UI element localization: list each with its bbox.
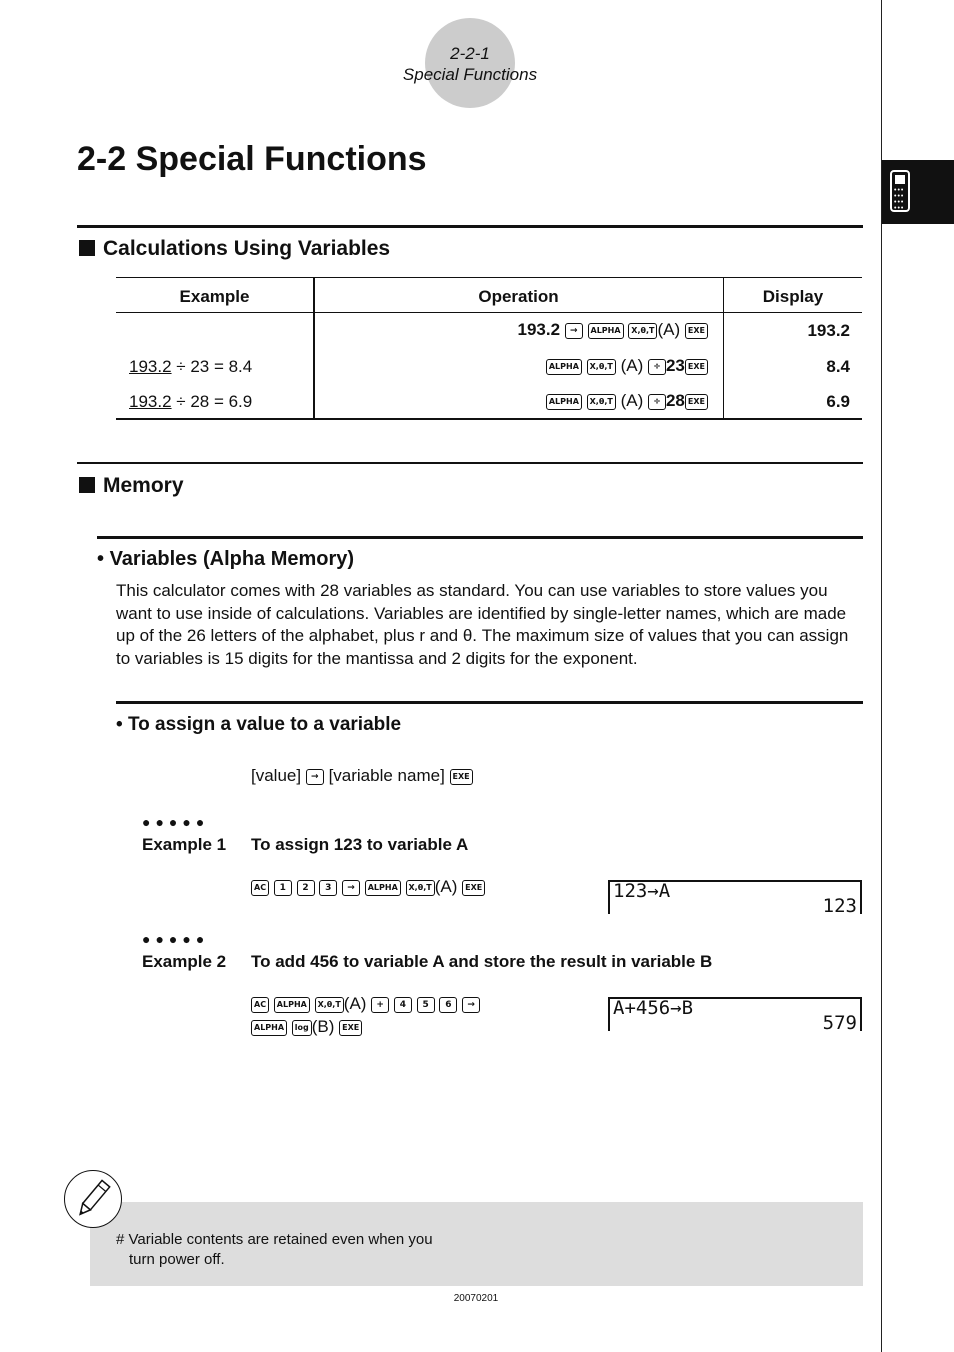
arrow-key-icon: → xyxy=(342,880,360,896)
alpha-key-icon: ALPHA xyxy=(546,394,582,410)
subsection-rule xyxy=(97,536,863,539)
note-box xyxy=(90,1202,863,1286)
exe-key-icon: EXE xyxy=(339,1020,362,1036)
exe-key-icon: EXE xyxy=(462,880,485,896)
square-bullet-icon xyxy=(79,477,95,493)
procedure-rule xyxy=(116,701,863,704)
example-dots: ●●●●● xyxy=(142,931,210,947)
variables-table xyxy=(116,277,862,419)
table-header-display: Display xyxy=(762,287,824,306)
example-2-label: Example 2 xyxy=(142,952,227,971)
pencil-icon xyxy=(64,1170,122,1228)
section-rule xyxy=(77,225,863,228)
alpha-key-icon: ALPHA xyxy=(588,323,624,339)
example-2-keys-line-2: ALPHA log (B) EXE xyxy=(251,1017,362,1037)
example-2-title: To add 456 to variable A and store the result in variable B xyxy=(251,952,713,971)
footer-code: 20070201 xyxy=(453,1293,499,1304)
table-row-1-display: 193.2 xyxy=(807,321,850,340)
table-row-2-example: 193.2 ÷ 23 = 8.4 xyxy=(129,357,253,376)
alpha-key-icon: ALPHA xyxy=(546,359,582,375)
digit-key-icon: 2 xyxy=(297,880,315,896)
example-1-display: 123→A 123 xyxy=(608,880,862,914)
calculator-icon: ••• ••• ••• ••• xyxy=(890,170,910,212)
example-1-label: Example 1 xyxy=(142,835,227,854)
arrow-key-icon: → xyxy=(565,323,583,339)
variables-description: This calculator comes with 28 variables as standard. You can use variables to store values you want to use inside of calculations. Variables are identified by single-letter names, which are made up of the 26 letters of the alphabet, plus r and θ. The maximum size of values that you can assign to variables is 15 digits for the mantissa and 2 digits for the exponent. xyxy=(116,581,849,669)
digit-key-icon: 3 xyxy=(319,880,337,896)
note-line-1: # Variable contents are retained even when you xyxy=(116,1231,433,1248)
table-row-3-display: 6.9 xyxy=(826,392,850,411)
xthetat-key-icon: X,θ,T xyxy=(587,359,616,375)
table-row-3-operation: ALPHA X,θ,T (A) ÷ 28 EXE xyxy=(546,391,708,411)
page-title: 2-2 Special Functions xyxy=(77,140,427,178)
header-section-number: 2-2-1 xyxy=(450,44,490,63)
xthetat-key-icon: X,θ,T xyxy=(628,323,657,339)
alpha-key-icon: ALPHA xyxy=(274,997,310,1013)
arrow-key-icon: → xyxy=(306,769,324,785)
section-rule xyxy=(77,462,863,464)
ac-key-icon: AC xyxy=(251,880,269,896)
divide-key-icon: ÷ xyxy=(648,394,666,410)
alpha-key-icon: ALPHA xyxy=(251,1020,287,1036)
table-row-2-display: 8.4 xyxy=(826,357,850,376)
exe-key-icon: EXE xyxy=(685,394,708,410)
xthetat-key-icon: X,θ,T xyxy=(406,880,435,896)
example-dots: ●●●●● xyxy=(142,814,210,830)
section-heading-variables: Calculations Using Variables xyxy=(79,237,390,261)
section-heading-memory: Memory xyxy=(79,474,184,498)
example-1-title: To assign 123 to variable A xyxy=(251,835,469,854)
digit-key-icon: 4 xyxy=(394,997,412,1013)
exe-key-icon: EXE xyxy=(450,769,473,785)
exe-key-icon: EXE xyxy=(685,359,708,375)
example-2-keys-line-1: AC ALPHA X,θ,T (A) + 4 5 6 → xyxy=(251,994,480,1014)
table-header-example: Example xyxy=(179,287,250,306)
exe-key-icon: EXE xyxy=(685,323,708,339)
digit-key-icon: 1 xyxy=(274,880,292,896)
alpha-key-icon: ALPHA xyxy=(365,880,401,896)
example-1-keys: AC 1 2 3 → ALPHA X,θ,T (A) EXE xyxy=(251,877,485,897)
table-header-operation: Operation xyxy=(478,287,559,306)
chapter-tab xyxy=(882,160,954,224)
square-bullet-icon xyxy=(79,240,95,256)
subsection-heading: • Variables (Alpha Memory) xyxy=(97,548,355,570)
log-key-icon: log xyxy=(292,1020,312,1036)
digit-key-icon: 5 xyxy=(417,997,435,1013)
ac-key-icon: AC xyxy=(251,997,269,1013)
xthetat-key-icon: X,θ,T xyxy=(587,394,616,410)
divide-key-icon: ÷ xyxy=(648,359,666,375)
arrow-key-icon: → xyxy=(462,997,480,1013)
digit-key-icon: 6 xyxy=(439,997,457,1013)
table-row-3-example: 193.2 ÷ 28 = 6.9 xyxy=(129,392,253,411)
syntax-line: [value] → [variable name] EXE xyxy=(251,766,473,786)
table-row-1-operation: 193.2 → ALPHA X,θ,T (A) EXE xyxy=(517,320,708,340)
table-row-2-operation: ALPHA X,θ,T (A) ÷ 23 EXE xyxy=(546,356,708,376)
procedure-heading: • To assign a value to a variable xyxy=(116,714,402,735)
note-line-2: turn power off. xyxy=(129,1251,225,1268)
plus-key-icon: + xyxy=(371,997,389,1013)
xthetat-key-icon: X,θ,T xyxy=(315,997,344,1013)
header-section-title: Special Functions xyxy=(402,65,538,84)
example-2-display: A+456→B 579 xyxy=(608,997,862,1031)
